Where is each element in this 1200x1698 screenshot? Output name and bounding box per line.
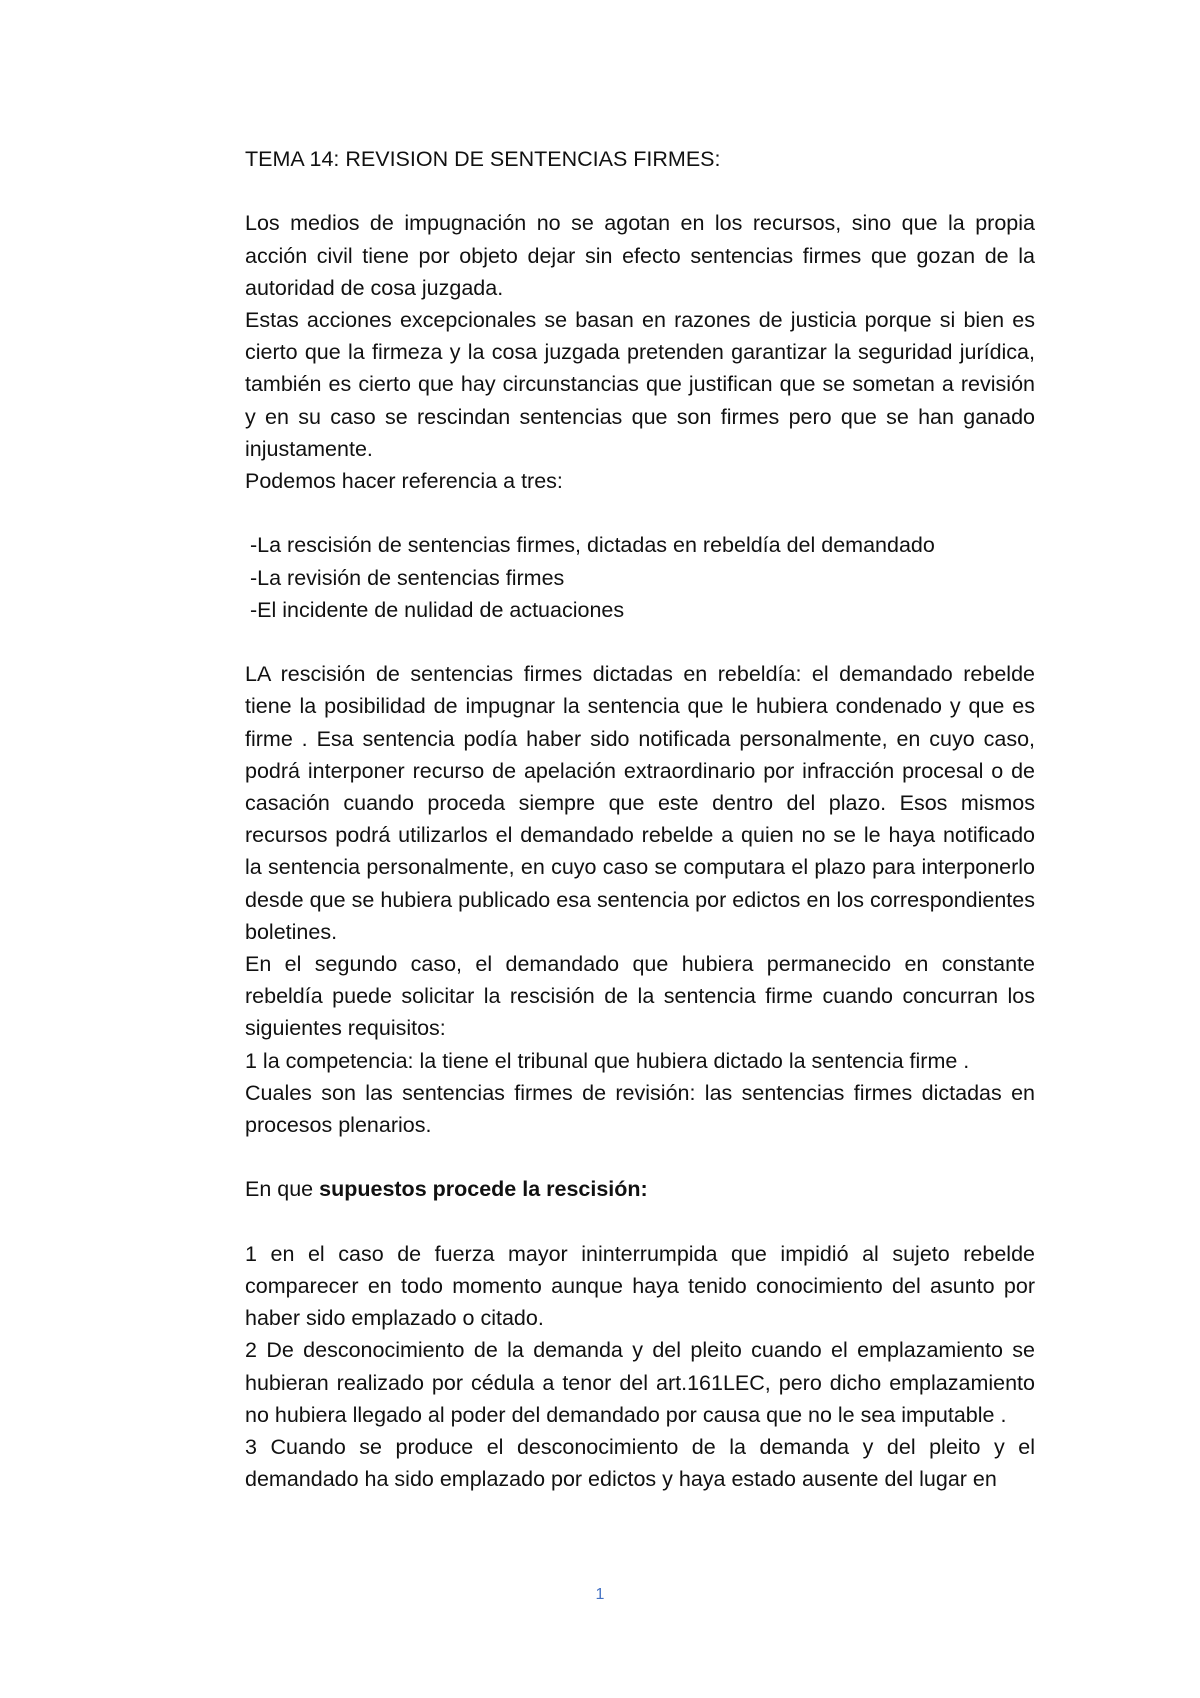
spacer bbox=[245, 175, 1035, 207]
list-item: -La rescisión de sentencias firmes, dictadas en rebeldía del demandado bbox=[250, 533, 935, 558]
spacer bbox=[245, 1141, 1035, 1173]
document-title: TEMA 14: REVISION DE SENTENCIAS FIRMES: bbox=[245, 147, 721, 171]
list-item: -El incidente de nulidad de actuaciones bbox=[250, 597, 625, 622]
paragraph-intro: Los medios de impugnación no se agotan en los recursos, sino que la propia acción civil tiene por objeto dejar sin efecto sentencias firmes que gozan de la autoridad de cosa juzgada. bbox=[245, 211, 1035, 300]
paragraph-sentences: Cuales son las sentencias firmes de revisión: las sentencias firmes dictadas en procesos plenarios. bbox=[245, 1080, 1035, 1138]
spacer bbox=[245, 1206, 1035, 1238]
section-heading bbox=[245, 1173, 1035, 1205]
spacer bbox=[245, 626, 1035, 658]
paragraph-justification: Estas acciones excepcionales se basan en razones de justicia porque si bien es cierto que la firmeza y la cosa juzgada pretenden garantizar la seguridad jurídica, también es cierto que hay circunstancias que justifican que se sometan a revisión y en su caso se rescindan sentencias que son firmes pero que se han ganado injustamente. bbox=[245, 308, 1035, 461]
document-body bbox=[245, 143, 1035, 1495]
paragraph-rescision: LA rescisión de sentencias firmes dictadas en rebeldía: el demandado rebelde tiene la posibilidad de impugnar la sentencia que le hubiera condenado y que es firme . Esa sentencia podía haber sido notificada personalmente, en cuyo caso, podrá interponer recurso de apelación extraordinario por infracción procesal o de casación cuando proceda siempre que este dentro del plazo. Esos mismos recursos podrá utilizarlos el demandado rebelde a quien no se le haya notificado la sentencia personalmente, en cuyo caso se computara el plazo para interponerlo desde que se hubiera publicado esa sentencia por edictos en los correspondientes boletines. bbox=[245, 662, 1035, 944]
list-item: -La revisión de sentencias firmes bbox=[250, 565, 565, 590]
heading-normal-text: En que bbox=[245, 1177, 320, 1202]
page-number: 1 bbox=[595, 1586, 605, 1603]
heading-bold-text: supuestos procede la rescisión: bbox=[319, 1177, 648, 1202]
spacer bbox=[245, 497, 1035, 529]
paragraph-second-case: En el segundo caso, el demandado que hubiera permanecido en constante rebeldía puede solicitar la rescisión de la sentencia firme cuando concurran los siguientes requisitos: bbox=[245, 952, 1035, 1041]
paragraph-reference: Podemos hacer referencia a tres: bbox=[245, 469, 563, 494]
paragraph-case-3: 3 Cuando se produce el desconocimiento de la demanda y del pleito y el demandado ha sido emplazado por edictos y haya estado ausente del lugar en bbox=[245, 1435, 1035, 1492]
paragraph-case-2: 2 De desconocimiento de la demanda y del pleito cuando el emplazamiento se hubieran realizado por cédula a tenor del art.161LEC, pero dicho emplazamiento no hubiera llegado al poder del demandado por causa que no le sea imputable . bbox=[245, 1338, 1035, 1427]
paragraph-competence: 1 la competencia: la tiene el tribunal que hubiera dictado la sentencia firme . bbox=[245, 1048, 970, 1073]
paragraph-case-1: 1 en el caso de fuerza mayor ininterrumpida que impidió al sujeto rebelde comparecer en todo momento aunque haya tenido conocimiento del asunto por haber sido emplazado o citado. bbox=[245, 1241, 1035, 1331]
